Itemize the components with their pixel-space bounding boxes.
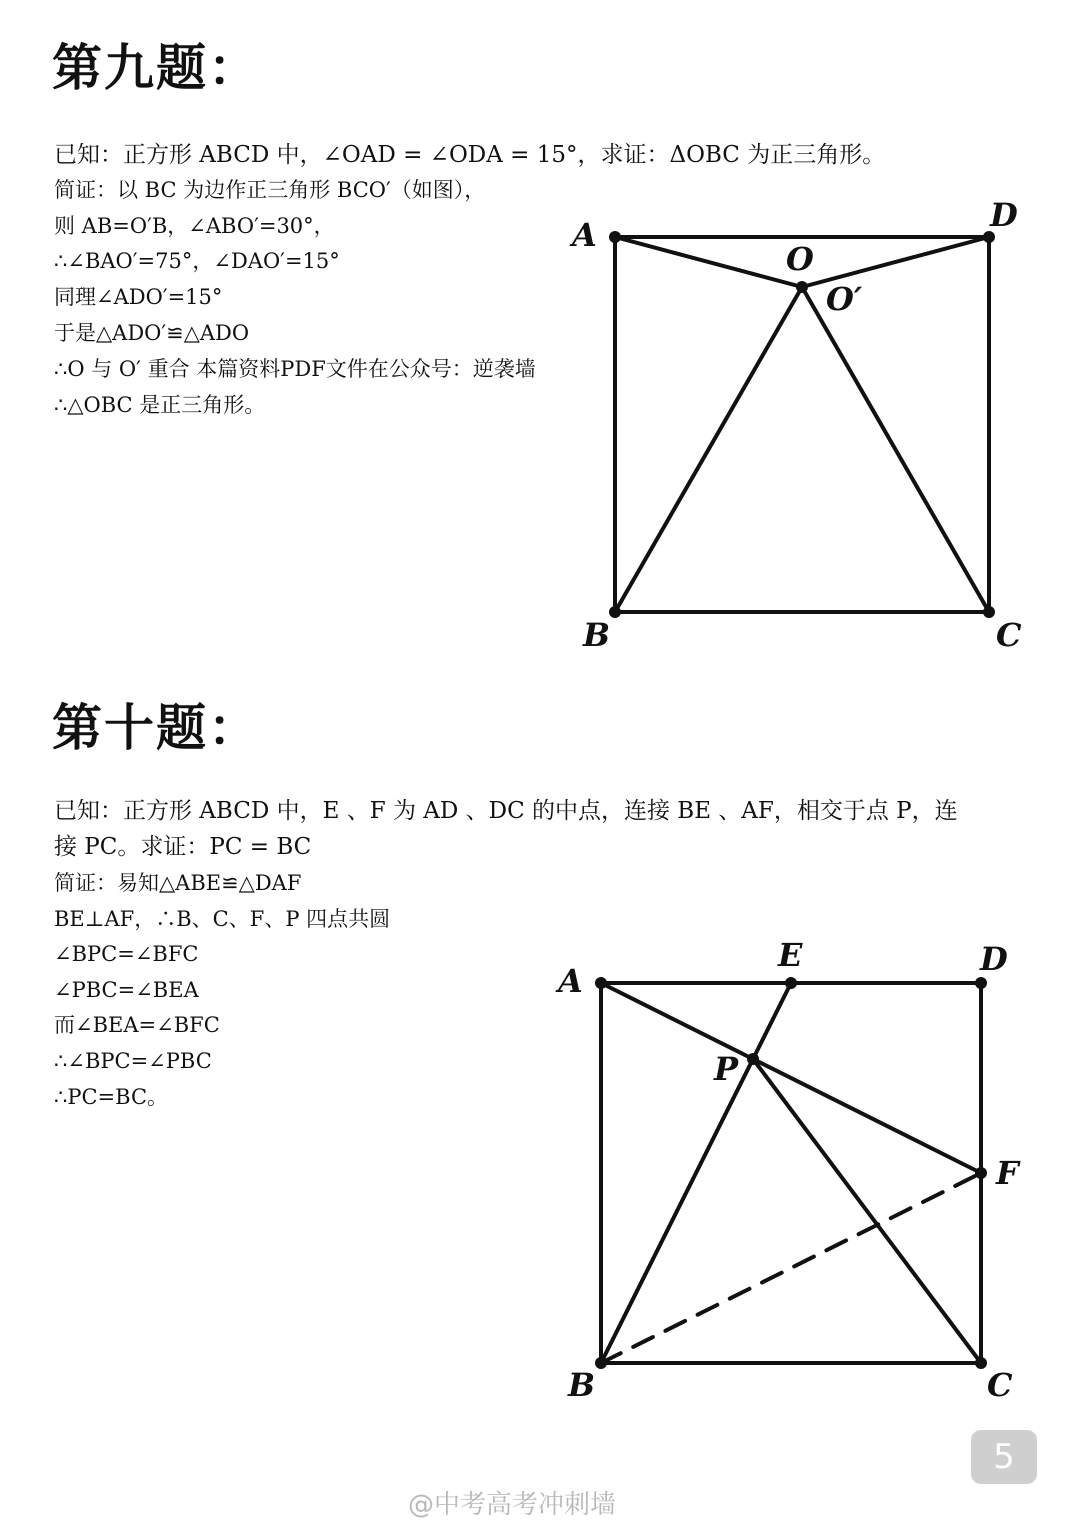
problem10-line-6: ∠PBC=∠BEA bbox=[54, 978, 199, 1002]
label-d-2: D bbox=[980, 940, 1008, 978]
problem10-line-9: ∴PC=BC。 bbox=[54, 1085, 169, 1109]
watermark: @中考高考冲刺墙 bbox=[408, 1490, 617, 1520]
point-p bbox=[747, 1053, 759, 1065]
segment-pc bbox=[753, 1059, 981, 1363]
label-e: E bbox=[778, 936, 803, 974]
label-o: O bbox=[786, 240, 814, 278]
label-a: A bbox=[572, 216, 597, 254]
label-c-2: C bbox=[987, 1366, 1013, 1404]
problem10-line-3: 简证：易知△ABE≌△DAF bbox=[54, 871, 302, 895]
problem10-line-5: ∠BPC=∠BFC bbox=[54, 942, 199, 966]
segment-be bbox=[601, 983, 791, 1363]
problem9-line-2: 简证：以 BC 为边作正三角形 BCO′（如图）， bbox=[54, 178, 486, 202]
point-d-2 bbox=[975, 977, 987, 989]
point-e bbox=[785, 977, 797, 989]
point-a-2 bbox=[595, 977, 607, 989]
label-c: C bbox=[996, 616, 1022, 654]
problem9-line-5: 同理∠ADO′=15° bbox=[54, 285, 223, 309]
point-c-2 bbox=[975, 1357, 987, 1369]
label-a-2: A bbox=[558, 962, 583, 1000]
problem10-title: 第十题： bbox=[52, 699, 260, 757]
problem9-line-8: ∴△OBC 是正三角形。 bbox=[54, 393, 266, 417]
segment-bf-dashed bbox=[601, 1173, 981, 1363]
label-b-2: B bbox=[568, 1366, 596, 1404]
label-p: P bbox=[714, 1050, 739, 1088]
segment-af bbox=[601, 983, 981, 1173]
label-f: F bbox=[996, 1154, 1019, 1192]
problem10-line-1: 已知：正方形 ABCD 中，E 、F 为 AD 、DC 的中点，连接 BE 、AF，相交于点 P，连 bbox=[54, 798, 958, 824]
problem10-line-8: ∴∠BPC=∠PBC bbox=[54, 1049, 212, 1073]
point-f bbox=[975, 1167, 987, 1179]
problem10-line-2: 接 PC。求证：PC = BC bbox=[54, 834, 312, 860]
problem9-line-7: ∴O 与 O′ 重合 本篇资料PDF文件在公众号：逆袭墙 bbox=[54, 357, 536, 381]
point-b-2 bbox=[595, 1357, 607, 1369]
problem9-title: 第九题： bbox=[52, 39, 260, 97]
problem9-line-1: 已知：正方形 ABCD 中，∠OAD = ∠ODA = 15°，求证：ΔOBC 为正三角形。 bbox=[54, 142, 886, 168]
problem10-line-7: 而∠BEA=∠BFC bbox=[54, 1013, 220, 1037]
square-abcd-2 bbox=[601, 983, 981, 1363]
page-number-badge: 5 bbox=[971, 1430, 1037, 1484]
problem9-line-3: 则 AB=O′B，∠ABO′=30°， bbox=[54, 214, 335, 238]
label-o-prime: O′ bbox=[826, 280, 863, 318]
problem10-line-4: BE⊥AF，∴B、C、F、P 四点共圆 bbox=[54, 907, 391, 931]
label-d: D bbox=[990, 196, 1018, 234]
label-b: B bbox=[583, 616, 611, 654]
problem9-line-6: 于是△ADO′≌△ADO bbox=[54, 321, 250, 345]
problem9-line-4: ∴∠BAO′=75°，∠DAO′=15° bbox=[54, 249, 340, 273]
